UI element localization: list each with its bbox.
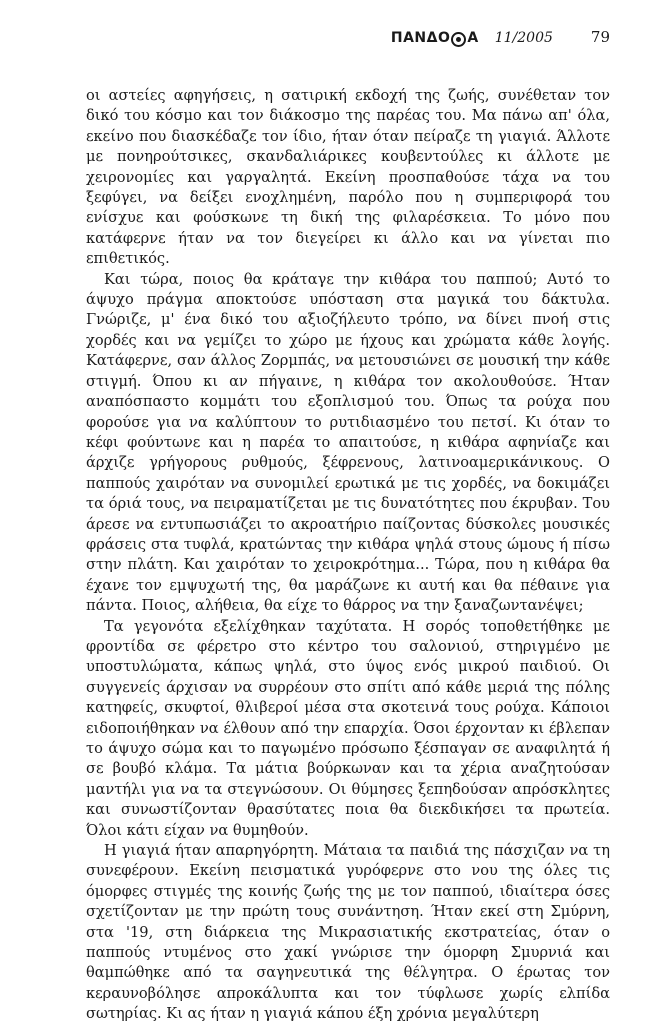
paragraph-guitar: Και τώρα, ποιος θα κράταγε την κιθάρα του παππού; Αυτό το άψυχο πράγμα αποκτούσε υπόσταση στα μαγικά του δάκτυλα. Γνώριζε, μ' ένα δικό του αξιοζήλευτο τρόπο, να δίνει πνοή στις χορδές και να γεμίζει το χώρο με ήχους και χρώματα κάθε λογής. Κατάφερνε, σαν άλλος Ζορμπάς, να μετουσιώνει σε μουσική την κάθε στιγμή. Όπου κι αν πήγαινε, η κιθάρα τον ακολουθούσε. Ήταν αναπόσπαστο κομμάτι του εξοπλισμού του. Όπως τα ρούχα που φορούσε για να καλύπτουν το ρυτιδιασμένο του πετσί. Κι όταν το κέφι φούντωνε και η παρέα το απαιτούσε, η κιθάρα αφηνίαζε και άρχιζε γρήγορους ρυθμούς, ξέφρενους, λατινοαμερικάνικους. Ο παππούς χαιρόταν να συνομιλεί ερωτικά με τις χορδές, να δοκιμάζει τα όριά τους, να πειραματίζεται με τις δυνατότητες που έκρυβαν. Του άρεσε να εντυπωσιάζει το ακροατήριο παίζοντας δύσκολες μουσικές φράσεις στα τυφλά, κρατώντας την κιθάρα ψηλά στους ώμους ή πίσω στην πλάτη. Και χαιρόταν το χειροκρότημα... Τώρα, που η κιθάρα θα έχανε τον εμψυχωτή της, θα μαράζωνε κι αυτή και θα πέθαινε για πάντα. Ποιος, αλήθεια, θα είχε το θάρρος να την ξαναζωντανέψει; xyxy=(86,270,610,615)
issue-number: 11/2005 xyxy=(494,30,553,46)
journal-title-end: Α xyxy=(467,30,479,46)
journal-title-start: ΠΑΝΔΟ xyxy=(390,30,451,46)
journal-title xyxy=(391,30,479,46)
running-header xyxy=(86,28,610,50)
paragraph-grandmother: Η γιαγιά ήταν απαρηγόρητη. Μάταια τα παιδιά της πάσχιζαν να τη συνεφέρουν. Εκείνη πεισματικά γυρόφερνε στο νου της όλες τις όμορφες στιγμές της κοινής ζωής της με τον παππού, ιδιαίτερα όσες σχετίζονταν με την πρώτη τους συνάντηση. Ήταν εκεί στη Σμύρνη, στα '19, στη διάρκεια της Μικρασιατικής εκστρατείας, όταν ο παππούς ντυμένος στο χακί γνώρισε την όμορφη Σμυρνιά και θαμπώθηκε από τα σαγηνευτικά της θέλγητρα. Ο έρωτας τον κεραυνοβόλησε απροκάλυπτα και τον τύφλωσε χωρίς ελπίδα σωτηρίας. Κι ας ήταν η γιαγιά κάπου έξη χρόνια μεγαλύτερη xyxy=(86,842,610,1023)
paragraph-continued: οι αστείες αφηγήσεις, η σατιρική εκδοχή της ζωής, συνέθεταν τον δικό του κόσμο και τον διάκοσμο της παρέας του. Μα πάνω απ' όλα, εκείνο που διασκέδαζε τον ίδιο, ήταν όταν πείραζε τη γιαγιά. Άλλοτε με πονηρούτσικες, σκανδαλιάρικες κουβεντούλες κι άλλοτε με χειρονομίες και γαργαλητά. Εκείνη προσπαθούσε τάχα να του ξεφύγει, να δείξει ενοχλημένη, παρόλο που η συμπεριφορά του ενίσχυε και φούσκωνε τη δική της φιλαρέσκεια. Το μόνο που κατάφερνε ήταν να τον διεγείρει κι άλλο και να γίνεται πιο επιθετικός. xyxy=(86,87,610,268)
journal-logo-icon xyxy=(451,32,466,47)
paragraph-funeral: Τα γεγονότα εξελίχθηκαν ταχύτατα. Η σορός τοποθετήθηκε με φροντίδα σε φέρετρο στο κέντρο του σαλονιού, στηριγμένο με υποστυλώματα, κάπως ψηλά, στο ύψος ενός μικρού παιδιού. Οι συγγενείς άρχισαν να συρρέουν στο σπίτι από κάθε μεριά της πόλης κατηφείς, σκυφτοί, θλιβεροί μέσα στα σκοτεινά τους ρούχα. Κάποιοι ειδοποιήθηκαν να έλθουν από την επαρχία. Όσοι έρχονταν κι έβλεπαν το άψυχο σώμα και το παγωμένο πρόσωπο ξέσπαγαν σε αναφιλητά ή σε βουβό κλάμα. Τα μάτια βούρκωναν και τα χέρια αναζητούσαν μαντήλι για να τα στεγνώσουν. Οι θύμησες ξεπηδούσαν απρόσκλητες και συνωστίζονταν θρασύτατες ποια θα διεκδικήσει τα πρωτεία. Όλοι κάτι είχαν να θυμηθούν. xyxy=(86,617,610,839)
page-number: 79 xyxy=(590,28,610,46)
body-text xyxy=(86,86,610,1025)
